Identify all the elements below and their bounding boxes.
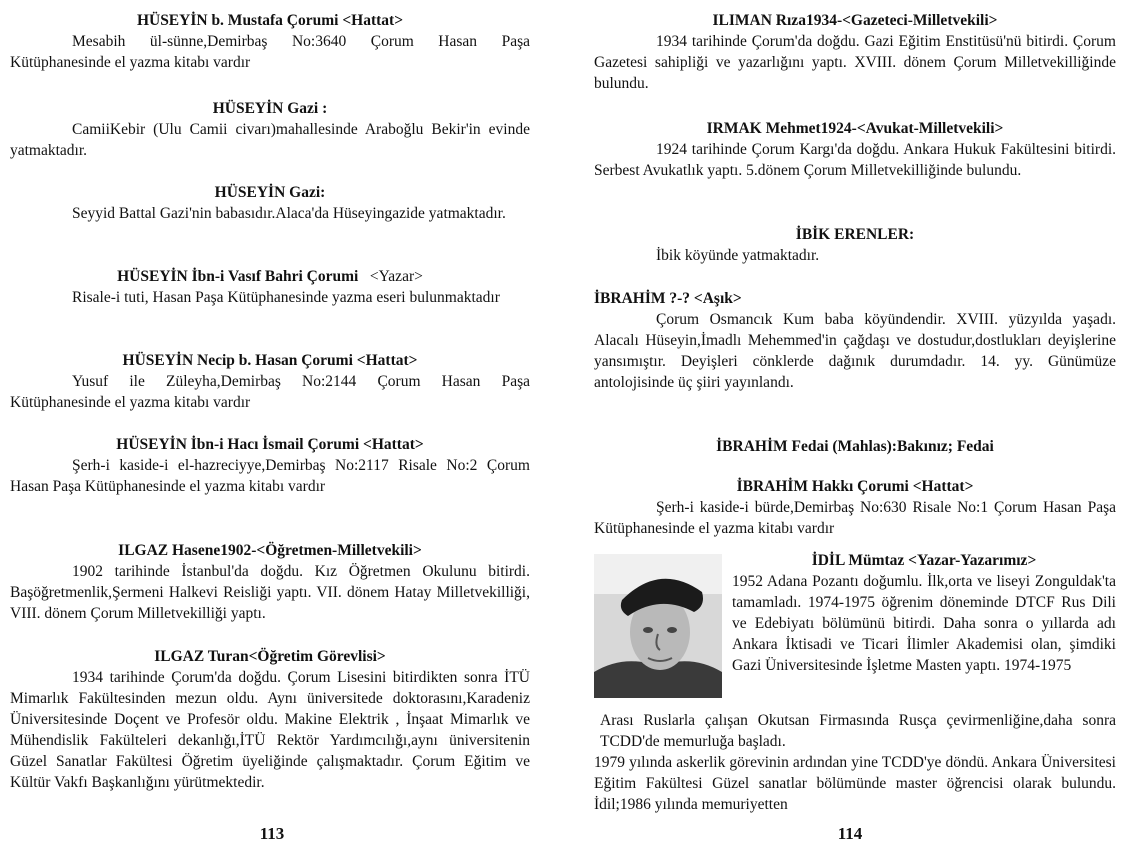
entry-body: 1979 yılında askerlik görevinin ardından yine TCDD'ye döndü. Ankara Üniversitesi Eğitim Fakültesi Güzel sanatlar bölümünde master öğrencisi olarak bulundu. İdil;1986 yılında memuriyetten xyxy=(594,754,1116,813)
entry-body: Arası Ruslarla çalışan Okutsan Firmasında Rusça çevirmenliğine,daha sonra TCDD'de memurluğa başladı. xyxy=(600,712,1116,750)
entry-huseyin-gazi-1 xyxy=(10,98,530,161)
entry-body: 1924 tarihinde Çorum Kargı'da doğdu. Ankara Hukuk Fakültesini bitirdi. Serbest Avukatlık yaptı. 5.dönem Çorum Milletvekilliğinde bulundu. xyxy=(594,141,1116,179)
entry-ibik-erenler xyxy=(594,224,1116,266)
entry-body: Risale-i tuti, Hasan Paşa Kütüphanesinde yazma eseri bulunmaktadır xyxy=(72,289,500,306)
entry-body: İbik köyünde yatmaktadır. xyxy=(656,247,820,264)
entry-body: 1934 tarihinde Çorum'da doğdu. Çorum Lisesini bitirdikten sonra İTÜ Mimarlık Fakültesinden mezun oldu. Aynı üniversitede doktorasını,Karadeniz Üniversitesinde Doçent ve Profesör oldu. Makine Elektrik , İnşaat Mimarlık ve Mühendislik Fakülteleri dekanlığı,İTÜ Rektör Yardımcılığı,aynı üniversitenin Güzel Sanatlar Fakültesi Öğretim üyeliğinde çalışmaktadır. Çorum Eğitim ve Kültür Vakfı Başkanlığını yürütmektedir. xyxy=(10,669,530,791)
entry-title-main: HÜSEYİN İbn-i Vasıf Bahri Çorumi xyxy=(117,268,359,285)
entry-body: Çorum Osmancık Kum baba köyündendir. XVIII. yüzyılda yaşadı. Alacalı Hüseyin,İmadlı Mehemmed'in çağdaşı ve dostudur,dostlukları deyişlerine yansımıştır. Deyişleri cönklerde dağınık durumdadır. 14. yy. Günümüze antolojisinde üç şiiri yayınlandı. xyxy=(594,311,1116,391)
entry-huseyin-gazi-2 xyxy=(10,182,530,224)
entry-irmak-mehmet xyxy=(594,118,1116,181)
entry-huseyin-ismail xyxy=(10,434,530,497)
entry-body: Şerh-i kaside-i bürde,Demirbaş No:630 Risale No:1 Çorum Hasan Paşa Kütüphanesinde el yazma kitabı vardır xyxy=(594,499,1116,537)
entry-body: 1952 Adana Pozantı doğumlu. İlk,orta ve liseyi Zonguldak'ta tamamladı. 1974-1975 öğrenim döneminde DTCF Rus Dili ve Edebiyatı bölümünü bitirdi. Daha sonra o yıllarda adı Ankara İktisadi ve Ticari İlimler Akademisi olan, şimdiki Gazi Üniversitesinde İşletme Masten yaptı. 1974-1975 xyxy=(732,573,1116,674)
entry-ibrahim-hakki xyxy=(594,476,1116,539)
entry-ibrahim-asik xyxy=(594,288,1116,393)
entry-body: 1902 tarihinde İstanbul'da doğdu. Kız Öğretmen Okulunu bitirdi. Başöğretmenlik,Şermeni Halkevi Reisliği yaptı. VII. dönem Hatay Milletvekilliği, VIII. dönem Çorum Milletvekilliği yaptı. xyxy=(10,563,530,622)
entry-iliman-riza xyxy=(594,10,1116,94)
entry-idil-continuation xyxy=(594,710,1116,815)
entry-idil-mumtaz xyxy=(594,550,1116,700)
entry-title: İBİK ERENLER: xyxy=(795,226,915,243)
entry-title-tag: <Yazar> xyxy=(369,268,423,285)
entry-body: Mesabih ül-sünne,Demirbaş No:3640 Çorum Hasan Paşa Kütüphanesinde el yazma kitabı vardır xyxy=(10,33,530,71)
entry-huseyin-mustafa xyxy=(10,10,530,73)
entry-body: Yusuf ile Züleyha,Demirbaş No:2144 Çorum Hasan Paşa Kütüphanesinde el yazma kitabı vardır xyxy=(10,373,530,411)
entry-title: ILGAZ Turan<Öğretim Görevlisi> xyxy=(154,648,386,665)
entry-huseyin-vasif xyxy=(10,266,530,308)
entry-title: İDİL Mümtaz <Yazar-Yazarımız> xyxy=(811,552,1037,569)
entry-ilgaz-hasene xyxy=(10,540,530,624)
entry-title: İBRAHİM Hakkı Çorumi <Hattat> xyxy=(736,478,974,495)
entry-body: 1934 tarihinde Çorum'da doğdu. Gazi Eğitim Enstitüsü'nü bitirdi. Çorum Gazetesi sahipliği ve yazarlığını yaptı. XVIII. dönem Çorum Milletvekilliğinde bulundu. xyxy=(594,33,1116,92)
entry-title: ILIMAN Rıza1934-<Gazeteci-Milletvekili> xyxy=(712,12,998,29)
entry-title: HÜSEYİN Necip b. Hasan Çorumi <Hattat> xyxy=(122,352,418,369)
page-number: 114 xyxy=(837,824,863,843)
entry-ibrahim-fedai xyxy=(594,436,1116,457)
page-number: 113 xyxy=(259,824,285,843)
entry-title: IRMAK Mehmet1924-<Avukat-Milletvekili> xyxy=(706,120,1004,137)
entry-body: Şerh-i kaside-i el-hazreciyye,Demirbaş No:2117 Risale No:2 Çorum Hasan Paşa Kütüphanesinde el yazma kitabı vardır xyxy=(10,457,530,495)
portrait-icon xyxy=(594,554,722,698)
entry-body: Seyyid Battal Gazi'nin babasıdır.Alaca'da Hüseyingazide yatmaktadır. xyxy=(72,205,506,222)
entry-huseyin-necip xyxy=(10,350,530,413)
entry-title: HÜSEYİN İbn-i Hacı İsmail Çorumi <Hattat> xyxy=(116,436,424,453)
entry-title: HÜSEYİN b. Mustafa Çorumi <Hattat> xyxy=(136,12,404,29)
entry-body: CamiiKebir (Ulu Camii civarı)mahallesinde Araboğlu Bekir'in evinde yatmaktadır. xyxy=(10,121,530,159)
entry-title: İBRAHİM ?-? <Aşık> xyxy=(594,290,742,307)
entry-title: ILGAZ Hasene1902-<Öğretmen-Milletvekili> xyxy=(118,542,422,559)
entry-ilgaz-turan xyxy=(10,646,530,793)
entry-title xyxy=(10,266,530,287)
entry-title: HÜSEYİN Gazi: xyxy=(214,184,326,201)
portrait-photo xyxy=(594,554,722,698)
entry-title: İBRAHİM Fedai (Mahlas):Bakınız; Fedai xyxy=(716,438,994,455)
entry-title: HÜSEYİN Gazi : xyxy=(212,100,328,117)
